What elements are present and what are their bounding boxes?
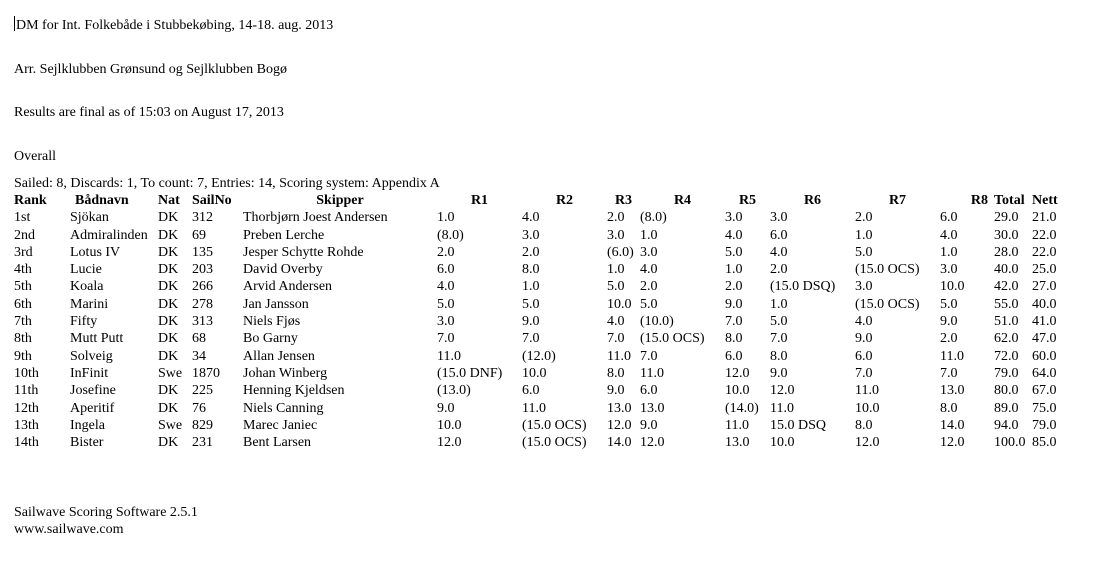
col-header-r1: R1 <box>470 193 489 208</box>
cell-r4: 2.0 <box>640 279 658 295</box>
cell-r2: 4.0 <box>522 210 540 226</box>
col-header-r7: R7 <box>888 193 907 208</box>
cell-r4: (15.0 OCS) <box>640 331 705 347</box>
cell-sailno: 76 <box>192 400 206 416</box>
cell-r4: 4.0 <box>640 262 658 278</box>
cell-sailno: 312 <box>192 210 213 226</box>
cell-rank: 8th <box>14 331 32 347</box>
cell-r5: 1.0 <box>725 262 743 278</box>
cell-r3: 12.0 <box>607 417 632 433</box>
cell-boat: Bister <box>70 435 104 451</box>
cell-r7: (15.0 OCS) <box>855 296 920 312</box>
col-header-skipper: Skipper <box>316 193 364 208</box>
cell-sailno: 69 <box>192 227 206 243</box>
cell-r6: 8.0 <box>770 348 788 364</box>
cell-r1: 10.0 <box>437 417 462 433</box>
document-title <box>14 16 333 34</box>
table-row <box>14 382 1072 399</box>
cell-r3: 11.0 <box>607 348 631 364</box>
cell-r8: 9.0 <box>940 314 958 330</box>
cell-nett: 60.0 <box>1032 348 1057 364</box>
cell-r3: 7.0 <box>607 331 625 347</box>
cell-nat: DK <box>158 296 179 312</box>
cell-total: 51.0 <box>994 314 1019 330</box>
cell-r2: (12.0) <box>522 348 556 364</box>
cell-nett: 75.0 <box>1032 400 1057 416</box>
cell-skipper: Allan Jensen <box>243 348 315 364</box>
cell-r5: 4.0 <box>725 227 743 243</box>
cell-r2: 10.0 <box>522 365 547 381</box>
cell-r6: 11.0 <box>770 400 794 416</box>
cell-r3: 10.0 <box>607 296 632 312</box>
cell-r8: 6.0 <box>940 210 958 226</box>
cell-r4: 9.0 <box>640 417 658 433</box>
cell-boat: Sjökan <box>70 210 109 226</box>
cell-r3: 3.0 <box>607 227 625 243</box>
cell-sailno: 266 <box>192 279 213 295</box>
cell-r6: 15.0 DSQ <box>770 417 827 433</box>
cell-total: 62.0 <box>994 331 1019 347</box>
cell-r6: 9.0 <box>770 365 788 381</box>
cell-r2: 7.0 <box>522 331 540 347</box>
cell-skipper: Johan Winberg <box>243 365 328 381</box>
cell-r1: 6.0 <box>437 262 455 278</box>
cell-r8: 3.0 <box>940 262 958 278</box>
software-url[interactable]: www.sailwave.com <box>14 522 124 537</box>
cell-boat: Fifty <box>70 314 98 330</box>
cell-r8: 1.0 <box>940 244 958 260</box>
cell-nett: 25.0 <box>1032 262 1057 278</box>
cell-rank: 11th <box>14 383 39 399</box>
cell-boat: Koala <box>70 279 104 295</box>
cell-nett: 67.0 <box>1032 383 1057 399</box>
cell-r3: 2.0 <box>607 210 625 226</box>
cell-r1: (13.0) <box>437 383 471 399</box>
cell-sailno: 1870 <box>192 365 220 381</box>
cell-nett: 22.0 <box>1032 244 1057 260</box>
cell-r4: 12.0 <box>640 435 665 451</box>
cell-sailno: 68 <box>192 331 206 347</box>
cell-total: 55.0 <box>994 296 1019 312</box>
cell-nat: Swe <box>158 365 183 381</box>
cell-r7: 2.0 <box>855 210 873 226</box>
cell-sailno: 225 <box>192 383 213 399</box>
cell-boat: Aperitif <box>70 400 115 416</box>
cell-total: 42.0 <box>994 279 1019 295</box>
cell-r6: 5.0 <box>770 314 788 330</box>
cell-nat: DK <box>158 383 179 399</box>
cell-r8: 11.0 <box>940 348 964 364</box>
cell-r1: 4.0 <box>437 279 455 295</box>
cell-r6: (15.0 DSQ) <box>770 279 836 295</box>
cell-r5: 9.0 <box>725 296 743 312</box>
cell-nett: 85.0 <box>1032 435 1057 451</box>
cell-r5: 10.0 <box>725 383 750 399</box>
cell-r6: 4.0 <box>770 244 788 260</box>
cell-r3: 13.0 <box>607 400 632 416</box>
cell-r7: 3.0 <box>855 279 873 295</box>
cell-r6: 12.0 <box>770 383 795 399</box>
cell-r7: 1.0 <box>855 227 873 243</box>
cell-skipper: Jesper Schytte Rohde <box>243 244 364 260</box>
col-header-r8: R8 <box>970 193 988 208</box>
cell-boat: Solveig <box>70 348 113 364</box>
cell-r1: 5.0 <box>437 296 455 312</box>
cell-nat: DK <box>158 348 179 364</box>
cell-r3: 1.0 <box>607 262 625 278</box>
cell-boat: Ingela <box>70 417 105 433</box>
col-header-rank: Rank <box>14 193 47 208</box>
cell-r4: 5.0 <box>640 296 658 312</box>
table-row <box>14 365 1072 382</box>
cell-r7: 9.0 <box>855 331 873 347</box>
cell-rank: 2nd <box>14 227 35 243</box>
cell-r4: 1.0 <box>640 227 658 243</box>
cell-nat: DK <box>158 279 179 295</box>
cell-r7: 10.0 <box>855 400 880 416</box>
cell-r1: 9.0 <box>437 400 455 416</box>
table-row <box>14 417 1072 434</box>
cell-r1: (8.0) <box>437 227 464 243</box>
cell-skipper: Thorbjørn Joest Andersen <box>243 210 388 226</box>
cell-boat: Lucie <box>70 262 102 278</box>
cell-nett: 27.0 <box>1032 279 1057 295</box>
cell-r4: 13.0 <box>640 400 665 416</box>
cell-r1: 7.0 <box>437 331 455 347</box>
table-row <box>14 400 1072 417</box>
text-cursor <box>14 16 15 31</box>
cell-r5: 11.0 <box>725 417 749 433</box>
cell-nat: DK <box>158 262 179 278</box>
col-header-r4: R4 <box>673 193 692 208</box>
cell-rank: 6th <box>14 296 32 312</box>
cell-r1: (15.0 DNF) <box>437 365 503 381</box>
cell-nat: DK <box>158 435 179 451</box>
cell-nat: DK <box>158 244 179 260</box>
cell-total: 79.0 <box>994 365 1019 381</box>
cell-r5: 5.0 <box>725 244 743 260</box>
cell-r2: 11.0 <box>522 400 546 416</box>
cell-r2: 5.0 <box>522 296 540 312</box>
cell-r5: 2.0 <box>725 279 743 295</box>
cell-boat: Josefine <box>70 383 116 399</box>
cell-r2: (15.0 OCS) <box>522 435 587 451</box>
cell-r5: 12.0 <box>725 365 750 381</box>
cell-r4: 11.0 <box>640 365 664 381</box>
cell-r4: 6.0 <box>640 383 658 399</box>
cell-skipper: Bent Larsen <box>243 435 312 451</box>
cell-sailno: 231 <box>192 435 213 451</box>
cell-r4: 7.0 <box>640 348 658 364</box>
cell-r3: 14.0 <box>607 435 632 451</box>
cell-r3: 5.0 <box>607 279 625 295</box>
cell-r7: 11.0 <box>855 383 879 399</box>
cell-total: 80.0 <box>994 383 1019 399</box>
results-status: Results are final as of 15:03 on August 17, 2013 <box>14 105 284 120</box>
cell-total: 28.0 <box>994 244 1019 260</box>
cell-sailno: 34 <box>192 348 206 364</box>
cell-r5: (14.0) <box>725 400 759 416</box>
cell-sailno: 829 <box>192 417 213 433</box>
table-row <box>14 296 1072 313</box>
cell-boat: Lotus IV <box>70 244 121 260</box>
cell-total: 72.0 <box>994 348 1019 364</box>
cell-r8: 5.0 <box>940 296 958 312</box>
cell-rank: 5th <box>14 279 32 295</box>
software-credit: Sailwave Scoring Software 2.5.1 <box>14 505 198 520</box>
cell-nett: 22.0 <box>1032 227 1057 243</box>
cell-rank: 12th <box>14 400 39 416</box>
cell-rank: 3rd <box>14 244 33 260</box>
cell-rank: 7th <box>14 314 32 330</box>
table-row <box>14 330 1072 347</box>
cell-sailno: 313 <box>192 314 213 330</box>
cell-r7: (15.0 OCS) <box>855 262 920 278</box>
cell-r1: 1.0 <box>437 210 455 226</box>
cell-rank: 14th <box>14 435 39 451</box>
cell-nat: DK <box>158 314 179 330</box>
cell-r4: (10.0) <box>640 314 674 330</box>
col-header-sailno: SailNo <box>192 193 232 208</box>
cell-sailno: 203 <box>192 262 213 278</box>
cell-rank: 1st <box>14 210 31 226</box>
cell-nat: DK <box>158 227 179 243</box>
table-row <box>14 434 1072 451</box>
cell-skipper: Jan Jansson <box>243 296 309 312</box>
col-header-nat: Nat <box>158 193 180 208</box>
cell-r2: (15.0 OCS) <box>522 417 587 433</box>
cell-r2: 2.0 <box>522 244 540 260</box>
cell-nat: DK <box>158 331 179 347</box>
cell-r1: 12.0 <box>437 435 462 451</box>
cell-nett: 64.0 <box>1032 365 1057 381</box>
cell-r7: 8.0 <box>855 417 873 433</box>
cell-r4: (8.0) <box>640 210 667 226</box>
cell-r8: 7.0 <box>940 365 958 381</box>
cell-r6: 6.0 <box>770 227 788 243</box>
cell-r2: 9.0 <box>522 314 540 330</box>
cell-skipper: Arvid Andersen <box>243 279 333 295</box>
cell-r8: 10.0 <box>940 279 965 295</box>
cell-r3: 4.0 <box>607 314 625 330</box>
table-row <box>14 209 1072 226</box>
table-row <box>14 261 1072 278</box>
cell-skipper: Preben Lerche <box>243 227 325 243</box>
cell-r5: 8.0 <box>725 331 743 347</box>
cell-total: 29.0 <box>994 210 1019 226</box>
series-info: Sailed: 8, Discards: 1, To count: 7, Entries: 14, Scoring system: Appendix A <box>14 176 440 191</box>
cell-skipper: Bo Garny <box>243 331 298 347</box>
cell-r3: (6.0) <box>607 244 634 260</box>
cell-r7: 12.0 <box>855 435 880 451</box>
cell-r2: 6.0 <box>522 383 540 399</box>
cell-r7: 7.0 <box>855 365 873 381</box>
cell-skipper: David Overby <box>243 262 323 278</box>
cell-r2: 3.0 <box>522 227 540 243</box>
table-row <box>14 244 1072 261</box>
cell-rank: 9th <box>14 348 32 364</box>
cell-r1: 3.0 <box>437 314 455 330</box>
cell-rank: 13th <box>14 417 39 433</box>
cell-total: 94.0 <box>994 417 1019 433</box>
cell-r2: 8.0 <box>522 262 540 278</box>
cell-r6: 10.0 <box>770 435 795 451</box>
cell-r5: 13.0 <box>725 435 750 451</box>
cell-r1: 11.0 <box>437 348 461 364</box>
cell-total: 30.0 <box>994 227 1019 243</box>
cell-r5: 7.0 <box>725 314 743 330</box>
col-header-boat: Bådnavn <box>75 193 129 208</box>
results-table <box>14 192 1072 451</box>
results-body <box>14 209 1072 451</box>
cell-r5: 3.0 <box>725 210 743 226</box>
cell-rank: 10th <box>14 365 39 381</box>
col-header-total: Total <box>994 193 1025 208</box>
table-row <box>14 227 1072 244</box>
cell-r8: 13.0 <box>940 383 965 399</box>
header-row <box>14 192 1072 209</box>
title-text: DM for Int. Folkebåde i Stubbekøbing, 14-18. aug. 2013 <box>16 18 334 33</box>
cell-r8: 8.0 <box>940 400 958 416</box>
cell-r4: 3.0 <box>640 244 658 260</box>
cell-total: 40.0 <box>994 262 1019 278</box>
cell-nett: 41.0 <box>1032 314 1057 330</box>
cell-r7: 6.0 <box>855 348 873 364</box>
cell-skipper: Marec Janiec <box>243 417 318 433</box>
cell-boat: InFinit <box>70 365 109 381</box>
cell-r3: 9.0 <box>607 383 625 399</box>
cell-total: 89.0 <box>994 400 1019 416</box>
cell-r8: 4.0 <box>940 227 958 243</box>
cell-nat: Swe <box>158 417 183 433</box>
section-heading: Overall <box>14 149 56 164</box>
cell-sailno: 135 <box>192 244 213 260</box>
cell-r6: 1.0 <box>770 296 788 312</box>
cell-nat: DK <box>158 210 179 226</box>
cell-r8: 12.0 <box>940 435 965 451</box>
cell-r6: 3.0 <box>770 210 788 226</box>
cell-r8: 14.0 <box>940 417 965 433</box>
cell-boat: Marini <box>70 296 109 312</box>
col-header-r5: R5 <box>738 193 757 208</box>
cell-r1: 2.0 <box>437 244 455 260</box>
cell-total: 100.0 <box>994 435 1026 451</box>
cell-skipper: Niels Fjøs <box>243 314 301 330</box>
cell-nett: 21.0 <box>1032 210 1057 226</box>
cell-boat: Mutt Putt <box>70 331 124 347</box>
col-header-r3: R3 <box>614 193 633 208</box>
cell-skipper: Niels Canning <box>243 400 324 416</box>
cell-r7: 4.0 <box>855 314 873 330</box>
cell-sailno: 278 <box>192 296 213 312</box>
col-header-r2: R2 <box>555 193 574 208</box>
cell-r6: 7.0 <box>770 331 788 347</box>
cell-skipper: Henning Kjeldsen <box>243 383 345 399</box>
cell-r6: 2.0 <box>770 262 788 278</box>
cell-r3: 8.0 <box>607 365 625 381</box>
cell-boat: Admiralinden <box>70 227 148 243</box>
organizer-line: Arr. Sejlklubben Grønsund og Sejlklubben Bogø <box>14 62 287 77</box>
table-row <box>14 313 1072 330</box>
col-header-nett: Nett <box>1032 193 1058 208</box>
cell-r5: 6.0 <box>725 348 743 364</box>
cell-r7: 5.0 <box>855 244 873 260</box>
table-row <box>14 278 1072 295</box>
cell-nett: 47.0 <box>1032 331 1057 347</box>
col-header-r6: R6 <box>803 193 822 208</box>
table-row <box>14 348 1072 365</box>
cell-nett: 40.0 <box>1032 296 1057 312</box>
cell-nett: 79.0 <box>1032 417 1057 433</box>
cell-r2: 1.0 <box>522 279 540 295</box>
cell-rank: 4th <box>14 262 32 278</box>
cell-r8: 2.0 <box>940 331 958 347</box>
cell-nat: DK <box>158 400 179 416</box>
